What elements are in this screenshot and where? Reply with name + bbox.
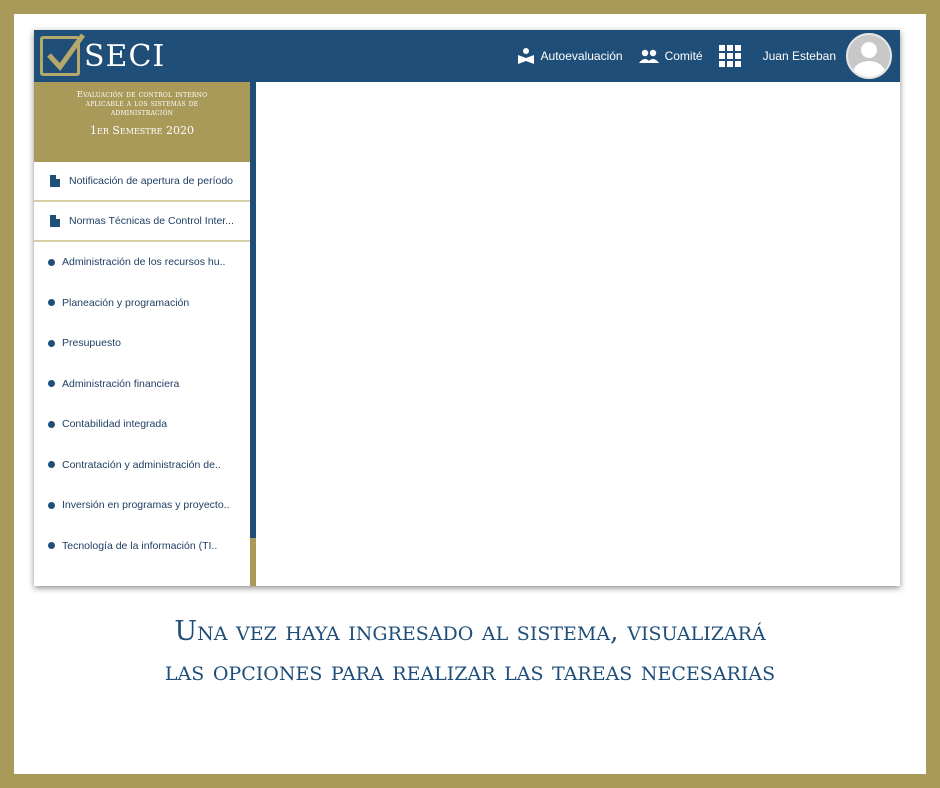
caption-line-2: las opciones para realizar las tareas necesarias <box>164 656 776 687</box>
sidebar-header <box>34 82 250 162</box>
sidebar-item-presupuesto[interactable] <box>34 323 250 364</box>
sidebar-item-label: Presupuesto <box>62 337 121 350</box>
sidebar-title: Evaluación de control interno aplicable a los sistemas de administración <box>76 90 208 118</box>
apps-grid-icon <box>719 45 741 67</box>
bullet-icon <box>48 380 55 387</box>
bullet-icon <box>48 542 55 549</box>
sidebar-item-financiera[interactable] <box>34 364 250 405</box>
bullet-icon <box>48 502 55 509</box>
bullet-icon <box>48 259 55 266</box>
sidebar-item-label: Administración de los recursos hu.. <box>62 256 226 269</box>
book-reader-icon <box>517 47 535 65</box>
user-name: Juan Esteban <box>762 49 836 63</box>
user-menu[interactable] <box>763 33 892 79</box>
sidebar-item-inversion[interactable] <box>34 485 250 526</box>
sidebar-doc-label: Normas Técnicas de Control Inter... <box>69 215 234 227</box>
sidebar-item-contratacion[interactable] <box>34 445 250 486</box>
app-screenshot <box>34 30 900 586</box>
sidebar-item-label: Contratación y administración de.. <box>62 458 221 471</box>
sidebar-item-planeacion[interactable] <box>34 283 250 324</box>
document-icon <box>50 215 60 227</box>
logo-text: SECI <box>84 38 166 74</box>
document-icon <box>50 175 60 187</box>
caption-line-1: Una vez haya ingresado al sistema, visualizará <box>174 616 766 647</box>
avatar <box>846 33 892 79</box>
nav-comite[interactable] <box>639 49 703 63</box>
group-icon <box>639 49 659 63</box>
slide-caption <box>14 612 926 692</box>
top-nav <box>501 30 892 82</box>
sidebar-doc-notificacion[interactable] <box>34 162 250 202</box>
bullet-icon <box>48 421 55 428</box>
seci-logo[interactable] <box>40 34 165 78</box>
sidebar-item-tecnologia[interactable] <box>34 526 250 567</box>
sidebar-doc-label: Notificación de apertura de período <box>69 175 234 187</box>
bullet-icon <box>48 461 55 468</box>
bullet-icon <box>48 299 55 306</box>
nav-autoevaluacion-label: Autoevaluación <box>540 49 623 63</box>
sidebar-item-label: Tecnología de la información (TI.. <box>62 539 218 552</box>
bullet-icon <box>48 340 55 347</box>
nav-comite-label: Comité <box>664 49 703 63</box>
sidebar-item-recursos-humanos[interactable] <box>34 242 250 283</box>
main-content <box>256 82 900 586</box>
sidebar-item-contabilidad[interactable] <box>34 404 250 445</box>
sidebar-item-label: Inversión en programas y proyecto.. <box>62 499 230 512</box>
semester-label: 1er Semestre 2020 <box>90 124 194 137</box>
sidebar-item-label: Administración financiera <box>62 377 180 390</box>
sidebar <box>34 82 256 586</box>
checkmark-icon <box>40 36 80 76</box>
top-bar <box>34 30 900 82</box>
nav-autoevaluacion[interactable] <box>517 47 623 65</box>
apps-grid-button[interactable] <box>719 45 747 67</box>
sidebar-doc-normas[interactable] <box>34 202 250 242</box>
sidebar-item-label: Planeación y programación <box>62 296 190 309</box>
sidebar-item-label: Contabilidad integrada <box>62 418 168 431</box>
